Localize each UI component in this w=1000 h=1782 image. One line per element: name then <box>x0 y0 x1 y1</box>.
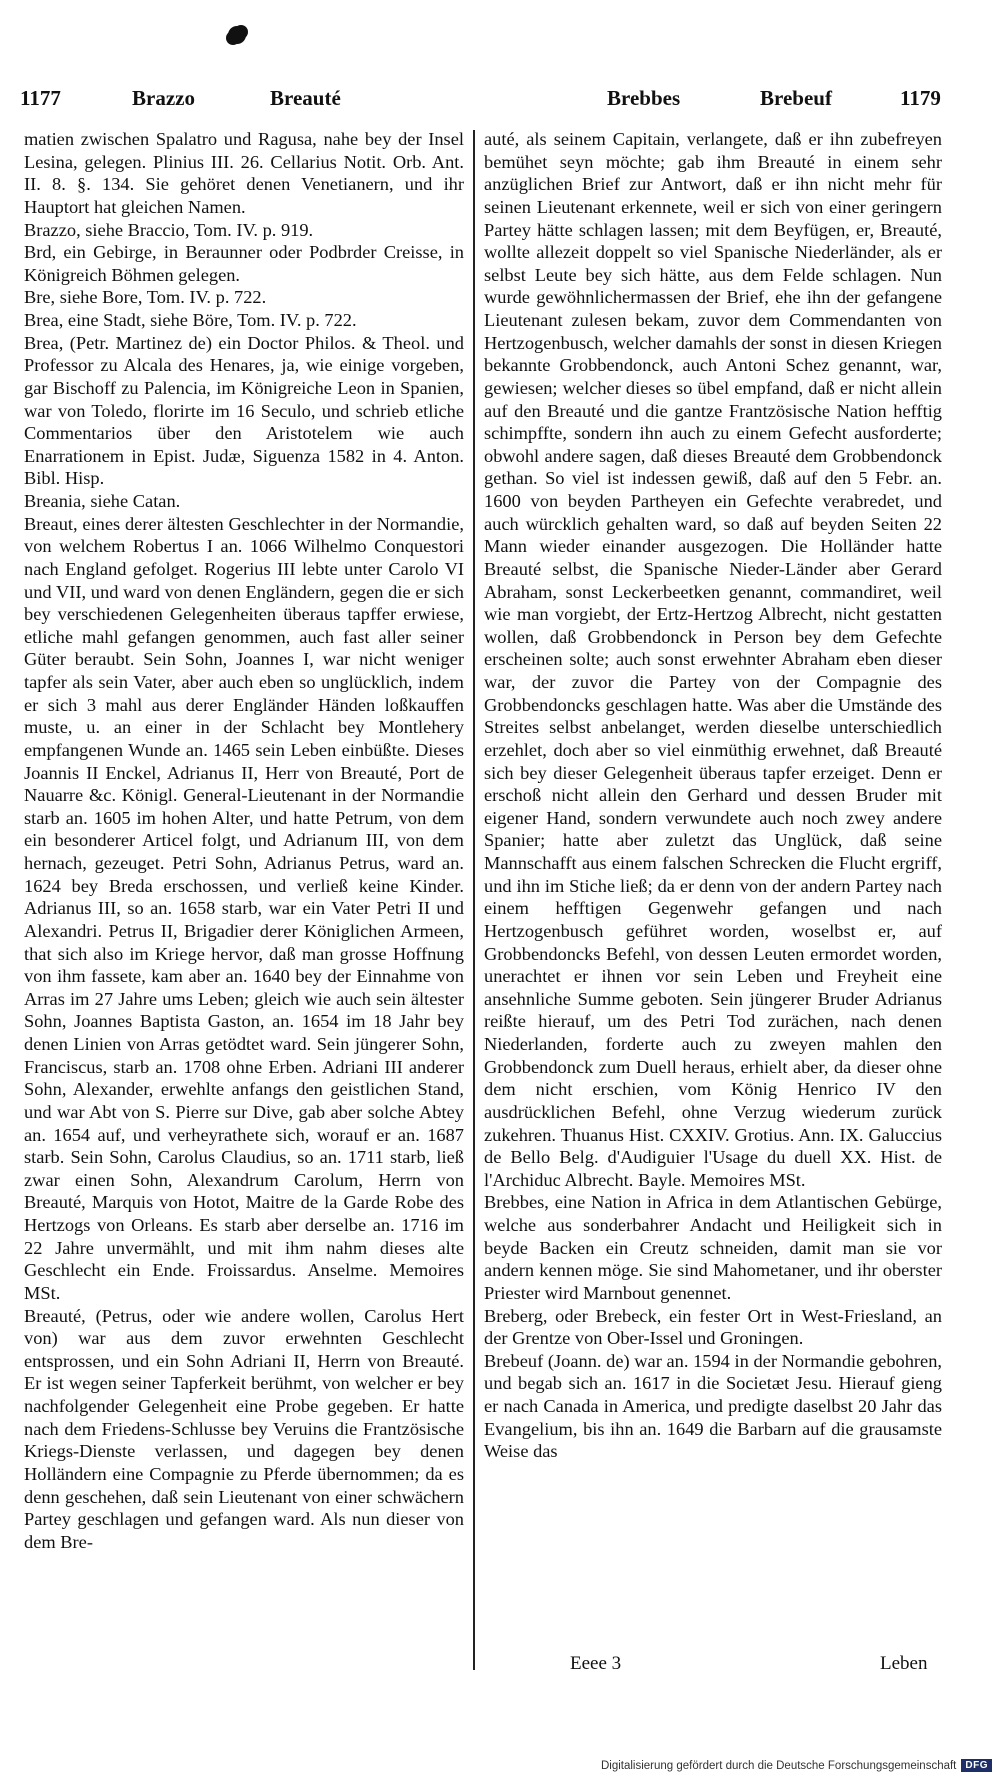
entry-paragraph: Brea, (Petr. Martinez de) ein Doctor Philos. & Theol. und Professor zu Alcala des Henares, ja, wie einige vorgeben, gar Bischoff zu Palencia, im Königreiche Leon in Spanien, war von Toledo, florirte im 16 Seculo, und schrieb etliche Commentarios über den Aristotelem wie auch Enarrationem in Epist. Judæ, Siguenza 1582 in 4. Anton. Bibl. Hisp. <box>24 332 464 489</box>
entry-paragraph: auté, als seinem Capitain, verlangete, daß er ihn zubefreyen bemühet seyn möchte; gab ihm Breauté in einem sehr anzüglichen Brief zur Antwort, daß er ihn nicht mehr für seinen Lieutenant erkennete, weil er sich von einer geringern Partey hätte schlagen lassen; mit dem Beyfügen, er, Breauté, wollte allezeit doppelt so viel Spanische Niederländer, als er selbst Leute bey sich hätte, aus dem Felde schlagen. Nun wurde gewöhnlichermassen der Brief, ehe ihn der gefangene Lieutenant zulesen bekam, zuvor dem Commendanten von Hertzogenbusch, welcher damahls der sonst in diesen Kriegen bekannte Grobbendonck, auch Antoni Schez genannt, war, gewiesen; welcher dieses so übel empfand, daß er nicht allein auf den Breauté und die gantze Frantzösische Nation hefftig schimpffte, sondern ihn auch zu einem Gefecht ausforderte; obwohl andere sagen, daß dieses Breauté dem Grobbendonck gethan. So viel ist indessen gewiß, daß auf den 5 Febr. an. 1600 von beyden Partheyen ein Gefechte verabredet, und auch würcklich gehalten ward, so daß auf beyden Seiten 22 Mann wieder einander ausgezogen. Die Holländer hatte Breauté selbst, die Spanische Nieder-Länder aber Gerard Abraham, sonst Leckerbeetken genannt, commandiret, weil wie man vorgiebt, der Ertz-Hertzog Albrecht, nicht gestatten wollen, daß Grobbendonck in Person bey dem Gefechte erscheinen solte; auch sonst erwehnter Abraham eben dieser war, der zuvor die Partey von der Compagnie des Grobbendoncks geschlagen hatte. Was aber die Umstände des Streites selbst anbelanget, werden dieselbe unterschiedlich erzehlet, doch aber so viel einmüthig erwehnet, daß Breauté sich bey dieser Gelegenheit überaus tapfer erzeiget. Denn er erschoß nicht allein den Gerhard und dessen Bruder mit eigener Hand, sondern verwundete auch noch zwey andere Spanier; hatte aber zuletzt das Unglück, daß seine Mannschafft aus einem falschen Schrecken die Flucht ergriff, und ihn im Stiche ließ; da er denn von der andern Partey nach einem hefftigen Gegenwehr gefangen und nach Hertzogenbusch geführet worden, woselbst er, auf Grobbendoncks Befehl, von dessen Leuten ermordet worden, unerachtet er ihnen vor sein Leben und Freyheit eine ansehnliche Summe geboten. Sein jüngerer Bruder Adrianus reißte hierauf, um des Petri Tod zurächen, nach denen Niederlanden, forderte auch zu zweyen mahlen den Grobbendonck zum Duell heraus, erhielt aber, da dieser ohne dem nicht erschien, vom König Henrico IV den ausdrücklichen Befehl, ohne Verzug wiederum zurück zukehren. Thuanus Hist. CXXIV. Grotius. Ann. IX. Galuccius de Bello Belg. d'Audiguier l'Usage du duell XX. Hist. de l'Archiduc Albrecht. Bayle. Memoires MSt. <box>484 129 942 1190</box>
footer-text: Digitalisierung gefördert durch die Deutsche Forschungsgemeinschaft <box>600 1759 957 1772</box>
left-column <box>24 128 464 1678</box>
page-number-left: 1177 <box>20 86 61 110</box>
entry-paragraph: Brea, eine Stadt, siehe Böre, Tom. IV. p. 722. <box>24 310 357 330</box>
entry-paragraph: Brd, ein Gebirge, in Beraunner oder Podbrder Creisse, in Königreich Böhmen gelegen. <box>24 242 464 285</box>
entry-paragraph: matien zwischen Spalatro und Ragusa, nahe bey der Insel Lesina, gelegen. Plinius III. 26. Cellarius Notit. Orb. Ant. II. 8. §. 134. Sie gehöret denen Venetianern, und ihr Hauptort hat gleichen Namen. <box>24 129 464 217</box>
entry-paragraph: Breaut, eines derer ältesten Geschlechter in der Normandie, von welchem Robertus I an. 1066 Wilhelmo Conquestori nach England gefolget. Rogerius III lebte unter Carolo VI und VII, und ward von denen Engländern, gegen die er sich bey verschiedenen Gelegenheiten überaus tapffer erwiese, etliche mahl gefangen genommen, auch fast aller seiner Güter beraubt. Sein Sohn, Joannes I, war nicht weniger tapfer als sein Vater, aber auch eben so unglücklich, indem er sich 3 mahl aus derer Engländer Händen loßkauffen muste, u. an einer in der Schlacht bey Montlehery empfangenen Wunde an. 1465 sein Leben einbüßte. Dieses Joannis II Enckel, Adrianus II, Herr von Breauté, Port de Nauarre &c. Königl. General-Lieutenant in der Normandie starb an. 1605 im hohen Alter, und hatte Petrum, von dem ein besonderer Articel folgt, und Adrianum III, von dem hernach, gezeuget. Petri Sohn, Adrianus Petrus, ward an. 1624 bey Breda erschossen, und verließ keine Kinder. Adrianus III, so an. 1658 starb, war ein Vater Petri II und Alexandri. Petrus II, Brigadier derer Königlichen Armeen, that sich also im Kriege hervor, daß man grosse Hoffnung von ihm fassete, kam aber an. 1640 bey der Einnahme von Arras im 27 Jahre ums Leben; gleich wie auch sein ältester Sohn, Joannes Baptista Gaston, an. 1654 im 18 Jahr bey denen Linien von Arras getödtet ward. Sein jüngerer Sohn, Franciscus, starb an. 1708 ohne Erben. Adriani III anderer Sohn, Alexander, erwehlte anfangs den geistlichen Stand, und war Abt von S. Pierre sur Dive, gab aber solche Abtey an. 1654 auf, und verheyrathete sich, worauf er an. 1687 starb. Sein Sohn, Carolus Claudius, so an. 1711 starb, ließ zwar einen Sohn, Alexandrum Carolum, Herrn von Breauté, Marquis von Hotot, Maitre de la Garde Robe des Hertzogs von Orleans. Es starb aber derselbe an. 1716 im 22 Jahre unvermählt, und mit ihm nahm dieses alte Geschlecht ein Ende. Froissardus. Anselme. Memoires MSt. <box>24 513 464 1303</box>
digitization-footer <box>601 1759 992 1772</box>
catchword: Leben <box>880 1653 928 1674</box>
signature-mark: Eeee 3 <box>570 1653 622 1674</box>
entry-paragraph: Bre, siehe Bore, Tom. IV. p. 722. <box>24 287 267 308</box>
entry-paragraph: Breberg, oder Brebeck, ein fester Ort in West-Friesland, an der Grentze von Ober-Issel und Groningen. <box>484 1305 942 1349</box>
entry-paragraph: Breauté, (Petrus, oder wie andere wollen, Carolus Hert von) war aus dem zuvor erwehnten Geschlecht entsprossen, und ein Sohn Adriani II, Herrn von Breauté. Er ist wegen seiner Tapferkeit berühmt, von welcher er bey nachfolgender Gelegenheit eine Probe gegeben. Er hatte nach dem Friedens-Schlusse bey Veruins die Frantzösische Kriegs-Dienste verlassen, und dagegen bey denen Holländern eine Compagnie zu Pferde übernommen; da es denn geschehen, daß sein Lieutenant von einer schwächern Partey geschlagen und gefangen ward. Als nun dieser von dem Bre- <box>24 1305 464 1552</box>
header-word-brebeuf: Brebeuf <box>760 86 832 110</box>
header-word-brebbes: Brebbes <box>607 86 681 110</box>
right-column <box>484 128 942 1678</box>
header-word-brazzo: Brazzo <box>132 86 195 110</box>
entry-paragraph: Brebeuf (Joann. de) war an. 1594 in der Normandie gebohren, und begab sich an. 1617 in die Societæt Jesu. Hierauf gieng er nach Canada in America, und predigte daselbst 20 Jahr das Evangelium, bis ihn an. 1649 die Barbarn auf die grausamste Weise das <box>484 1350 942 1462</box>
entry-paragraph: Brebbes, eine Nation in Africa in dem Atlantischen Gebürge, welche aus sonderbahrer Andacht und Heiligkeit sich in beyde Backen ein Creutz schneiden, damit man sie vor andern kennen möge. Sie sind Mahometaner, und ihr oberster Priester wird Marnbout genennet. <box>484 1192 942 1303</box>
entry-paragraph: Brazzo, siehe Braccio, Tom. IV. p. 919. <box>24 219 314 240</box>
header-word-breaute: Breauté <box>270 86 341 110</box>
running-header <box>20 82 950 116</box>
column-rule <box>473 130 475 1670</box>
entry-paragraph: Breania, siehe Catan. <box>24 491 181 511</box>
page-number-right: 1179 <box>900 86 941 110</box>
scan-blot <box>228 26 246 44</box>
dfg-logo: DFG <box>961 1759 992 1772</box>
